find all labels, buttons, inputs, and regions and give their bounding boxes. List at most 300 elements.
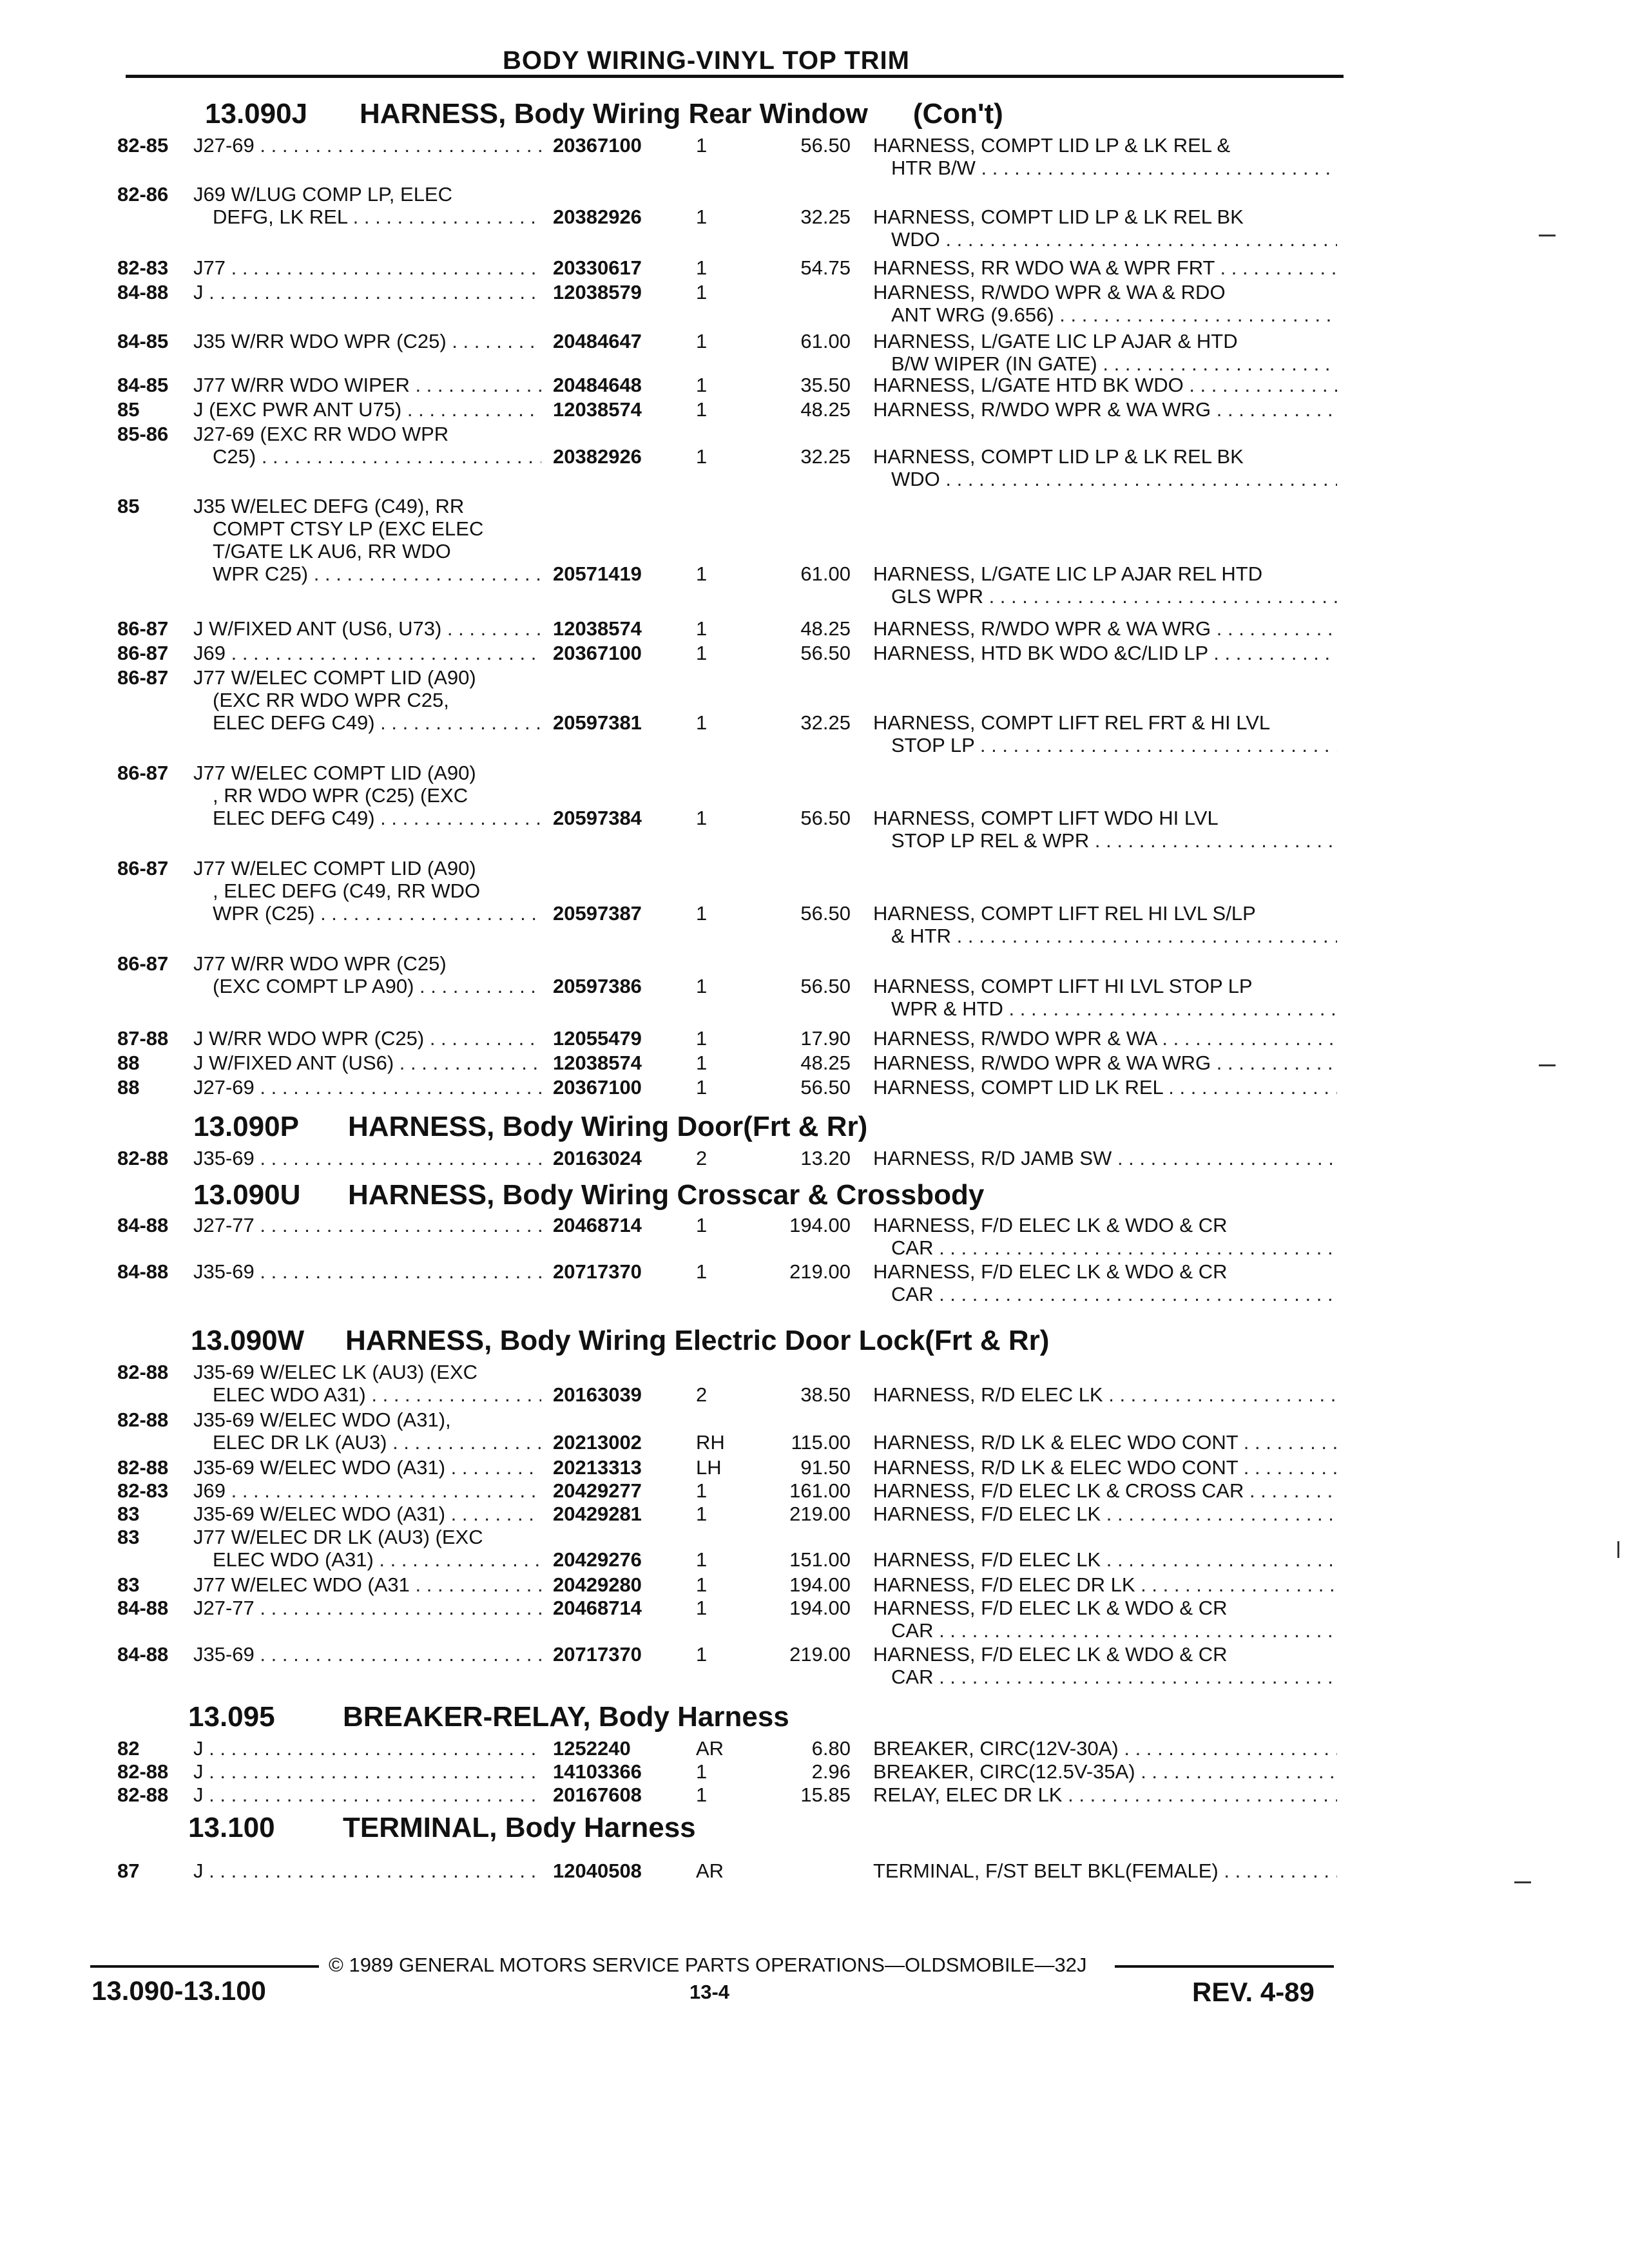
part-name-line: HARNESS, R/D LK & ELEC WDO CONT . . . <box>873 1456 1337 1479</box>
quantity: 1 <box>696 617 708 640</box>
part-name <box>873 1214 1337 1259</box>
list-price: 91.50 <box>800 1456 851 1479</box>
application-description <box>193 1456 541 1479</box>
description-line: J77 W/RR WDO WIPER . . . <box>193 374 541 396</box>
part-name <box>873 1147 1337 1169</box>
description-line: J77 W/ELEC DR LK (AU3) (EXC <box>193 1526 483 1548</box>
model-years: 87-88 <box>117 1027 169 1050</box>
quantity: 1 <box>696 445 708 468</box>
description-line: J77 W/ELEC COMPT LID (A90) <box>193 666 476 689</box>
application-description <box>193 666 541 734</box>
part-name <box>873 1503 1337 1525</box>
list-price: 2.96 <box>811 1760 851 1783</box>
part-name <box>873 134 1337 179</box>
model-years: 82-88 <box>117 1783 169 1806</box>
description-line: J (EXC PWR ANT U75) . . . <box>193 398 541 421</box>
model-years: 86-87 <box>117 666 169 689</box>
list-price: 161.00 <box>789 1479 851 1502</box>
description-line: J77 W/ELEC COMPT LID (A90) <box>193 762 476 784</box>
quantity: 1 <box>696 1027 708 1050</box>
model-years: 83 <box>117 1526 140 1548</box>
part-name-line: HARNESS, F/D ELEC LK . . . <box>873 1548 1337 1571</box>
description-line: J . . . <box>193 1783 541 1806</box>
part-number: 12038574 <box>553 398 642 421</box>
application-description <box>193 1052 541 1074</box>
list-price: 48.25 <box>800 398 851 421</box>
quantity: 1 <box>696 1573 708 1596</box>
description-line: (EXC COMPT LP A90) . . . <box>193 975 541 997</box>
application-description <box>193 1597 541 1619</box>
application-description <box>193 183 541 228</box>
model-years: 82-83 <box>117 256 169 279</box>
list-price: 194.00 <box>789 1573 851 1596</box>
application-description <box>193 281 541 303</box>
quantity: AR <box>696 1737 724 1760</box>
footer-page-number: 13-4 <box>689 1981 730 2003</box>
model-years: 82-85 <box>117 134 169 157</box>
part-name <box>873 711 1337 756</box>
description-line: J27-69 . . . <box>193 1076 541 1099</box>
application-description <box>193 374 541 396</box>
part-number: 20367100 <box>553 134 642 157</box>
part-name <box>873 1027 1337 1050</box>
application-description <box>193 423 541 468</box>
application-description <box>193 495 541 585</box>
part-name-line: WDO . . . <box>873 228 1337 251</box>
part-number: 14103366 <box>553 1760 642 1783</box>
quantity: 1 <box>696 1783 708 1806</box>
quantity: 1 <box>696 642 708 664</box>
part-name <box>873 1548 1337 1571</box>
part-name-line: HTR B/W . . . <box>873 157 1337 179</box>
description-line: J W/FIXED ANT (US6, U73) . . . <box>193 617 541 640</box>
margin-mark <box>1539 1064 1556 1066</box>
part-name <box>873 1260 1337 1305</box>
description-line: J35-69 . . . <box>193 1260 541 1283</box>
part-name-line: HARNESS, R/WDO WPR & WA & RDO <box>873 281 1226 303</box>
part-name-line: HARNESS, COMPT LIFT REL HI LVL S/LP <box>873 902 1256 925</box>
part-number: 12038574 <box>553 617 642 640</box>
application-description <box>193 1573 541 1596</box>
application-description <box>193 1361 541 1406</box>
part-name <box>873 445 1337 490</box>
part-name-line: HARNESS, F/D ELEC LK & WDO & CR <box>873 1643 1228 1666</box>
part-number: 20429281 <box>553 1503 642 1525</box>
part-number: 20484648 <box>553 374 642 396</box>
part-name-line: HARNESS, R/WDO WPR & WA WRG . . . <box>873 1052 1337 1074</box>
part-number: 20597386 <box>553 975 642 997</box>
model-years: 84-88 <box>117 1214 169 1236</box>
description-line: J35-69 W/ELEC WDO (A31) . . . <box>193 1503 541 1525</box>
part-name <box>873 256 1337 279</box>
part-name <box>873 1760 1337 1783</box>
application-description <box>193 642 541 664</box>
section-title: BREAKER-RELAY, Body Harness <box>343 1701 789 1733</box>
part-name-line: BREAKER, CIRC(12.5V-35A) . . . <box>873 1760 1337 1783</box>
quantity: 1 <box>696 1760 708 1783</box>
part-name-line: HARNESS, COMPT LID LP & LK REL BK <box>873 445 1244 468</box>
part-name <box>873 562 1337 608</box>
description-line: J77 W/ELEC WDO (A31 . . . <box>193 1573 541 1596</box>
model-years: 84-88 <box>117 281 169 303</box>
part-name <box>873 1597 1337 1642</box>
part-number: 20330617 <box>553 256 642 279</box>
quantity: 1 <box>696 807 708 829</box>
part-number: 20382926 <box>553 206 642 228</box>
description-line: WPR (C25) . . . <box>193 902 541 925</box>
model-years: 82-88 <box>117 1456 169 1479</box>
application-description <box>193 398 541 421</box>
model-years: 82 <box>117 1737 140 1760</box>
list-price: 17.90 <box>800 1027 851 1050</box>
application-description <box>193 256 541 279</box>
description-line: J69 . . . <box>193 642 541 664</box>
quantity: 1 <box>696 1260 708 1283</box>
part-number: 20367100 <box>553 642 642 664</box>
part-number: 20429276 <box>553 1548 642 1571</box>
section-title: HARNESS, Body Wiring Door(Frt & Rr) <box>348 1111 868 1142</box>
section-code: 13.090U <box>193 1179 301 1211</box>
part-number: 20468714 <box>553 1597 642 1619</box>
part-name-line: HARNESS, F/D ELEC LK & WDO & CR <box>873 1597 1228 1619</box>
part-name <box>873 642 1337 664</box>
part-number: 20597381 <box>553 711 642 734</box>
part-name-line: HARNESS, F/D ELEC LK . . . <box>873 1503 1337 1525</box>
part-name <box>873 902 1337 947</box>
quantity: 1 <box>696 398 708 421</box>
part-number: 20382926 <box>553 445 642 468</box>
part-number: 20167608 <box>553 1783 642 1806</box>
description-line: T/GATE LK AU6, RR WDO <box>213 540 451 562</box>
model-years: 88 <box>117 1076 140 1099</box>
description-line: C25) . . . <box>193 445 541 468</box>
model-years: 85-86 <box>117 423 169 445</box>
part-name-line: HARNESS, F/D ELEC LK & WDO & CR <box>873 1214 1228 1236</box>
application-description <box>193 1147 541 1169</box>
model-years: 87 <box>117 1860 140 1882</box>
list-price: 48.25 <box>800 617 851 640</box>
part-name-line: CAR . . . <box>873 1619 1337 1642</box>
model-years: 86-87 <box>117 762 169 784</box>
model-years: 85 <box>117 495 140 517</box>
part-name-line: HARNESS, R/D JAMB SW . . . <box>873 1147 1337 1169</box>
footer-revision: REV. 4-89 <box>1192 1977 1315 2007</box>
model-years: 84-85 <box>117 330 169 352</box>
application-description <box>193 1503 541 1525</box>
model-years: 84-88 <box>117 1643 169 1666</box>
description-line: DEFG, LK REL . . . <box>193 206 541 228</box>
description-line: WPR C25) . . . <box>193 562 541 585</box>
part-name-line: HARNESS, L/GATE LIC LP AJAR REL HTD <box>873 562 1263 585</box>
list-price: 38.50 <box>800 1383 851 1406</box>
part-name <box>873 1783 1337 1806</box>
section-header <box>193 1179 984 1211</box>
part-name <box>873 1383 1337 1406</box>
application-description <box>193 1860 541 1882</box>
part-number: 1252240 <box>553 1737 631 1760</box>
part-name <box>873 1737 1337 1760</box>
part-name-line: HARNESS, COMPT LID LP & LK REL BK <box>873 206 1244 228</box>
quantity: RH <box>696 1431 725 1454</box>
part-name-line: STOP LP . . . <box>873 734 1337 756</box>
part-number: 12038579 <box>553 281 642 303</box>
model-years: 82-88 <box>117 1408 169 1431</box>
description-line: J27-69 . . . <box>193 134 541 157</box>
section-header <box>188 1701 789 1733</box>
section-code: 13.090J <box>205 98 308 130</box>
model-years: 88 <box>117 1052 140 1074</box>
description-line: J69 . . . <box>193 1479 541 1502</box>
application-description <box>193 1408 541 1454</box>
quantity: 1 <box>696 975 708 997</box>
part-name-line: CAR . . . <box>873 1236 1337 1259</box>
description-line: J35-69 . . . <box>193 1147 541 1169</box>
footer-copyright: © 1989 GENERAL MOTORS SERVICE PARTS OPERATIONS—OLDSMOBILE—32J <box>329 1954 1087 1976</box>
description-line: J W/RR WDO WPR (C25) . . . <box>193 1027 541 1050</box>
part-number: 20367100 <box>553 1076 642 1099</box>
part-name-line: ANT WRG (9.656) . . . <box>873 303 1337 326</box>
part-name-line: RELAY, ELEC DR LK . . . <box>873 1783 1337 1806</box>
quantity: 2 <box>696 1147 708 1169</box>
section-header <box>193 1111 867 1143</box>
part-name <box>873 374 1337 396</box>
description-line: J77 . . . <box>193 256 541 279</box>
part-name-line: HARNESS, R/D ELEC LK . . . <box>873 1383 1337 1406</box>
part-name-line: HARNESS, COMPT LID LK REL . . . <box>873 1076 1337 1099</box>
description-line: ELEC WDO A31) . . . <box>193 1383 541 1406</box>
part-name-line: HARNESS, F/D ELEC LK & CROSS CAR . . . <box>873 1479 1337 1502</box>
list-price: 48.25 <box>800 1052 851 1074</box>
footer-section-range: 13.090-13.100 <box>92 1975 266 2006</box>
part-name-line: HARNESS, HTD BK WDO &C/LID LP . . . <box>873 642 1337 664</box>
quantity: 2 <box>696 1383 708 1406</box>
description-line: J . . . <box>193 1860 541 1882</box>
part-number: 20163024 <box>553 1147 642 1169</box>
application-description <box>193 1783 541 1806</box>
quantity: 1 <box>696 1643 708 1666</box>
list-price: 115.00 <box>791 1431 851 1454</box>
part-name <box>873 1076 1337 1099</box>
list-price: 194.00 <box>789 1597 851 1619</box>
application-description <box>193 1643 541 1666</box>
quantity: 1 <box>696 1597 708 1619</box>
description-line: J35-69 W/ELEC WDO (A31) . . . <box>193 1456 541 1479</box>
part-number: 20571419 <box>553 562 642 585</box>
quantity: 1 <box>696 374 708 396</box>
model-years: 86-87 <box>117 952 169 975</box>
part-name-line: HARNESS, COMPT LIFT WDO HI LVL <box>873 807 1219 829</box>
part-number: 12038574 <box>553 1052 642 1074</box>
description-line: J . . . <box>193 1760 541 1783</box>
part-name-line: CAR . . . <box>873 1666 1337 1688</box>
part-name-line: HARNESS, L/GATE LIC LP AJAR & HTD <box>873 330 1238 352</box>
description-line: J27-69 (EXC RR WDO WPR <box>193 423 449 445</box>
part-number: 20163039 <box>553 1383 642 1406</box>
model-years: 82-88 <box>117 1760 169 1783</box>
part-name-line: HARNESS, R/WDO WPR & WA . . . <box>873 1027 1337 1050</box>
application-description <box>193 134 541 157</box>
description-line: J77 W/ELEC COMPT LID (A90) <box>193 857 476 879</box>
part-number: 12055479 <box>553 1027 642 1050</box>
part-name-line: B/W WIPER (IN GATE) . . . <box>873 352 1337 375</box>
part-name-line: HARNESS, COMPT LIFT REL FRT & HI LVL <box>873 711 1271 734</box>
quantity: 1 <box>696 1076 708 1099</box>
list-price: 194.00 <box>789 1214 851 1236</box>
model-years: 82-83 <box>117 1479 169 1502</box>
quantity: 1 <box>696 711 708 734</box>
model-years: 84-85 <box>117 374 169 396</box>
part-number: 20597384 <box>553 807 642 829</box>
model-years: 82-86 <box>117 183 169 206</box>
application-description <box>193 1027 541 1050</box>
model-years: 85 <box>117 398 140 421</box>
part-number: 20597387 <box>553 902 642 925</box>
part-name-line: HARNESS, COMPT LID LP & LK REL & <box>873 134 1231 157</box>
model-years: 86-87 <box>117 642 169 664</box>
quantity: 1 <box>696 1548 708 1571</box>
description-line: , ELEC DEFG (C49, RR WDO <box>213 879 481 902</box>
part-name-line: HARNESS, COMPT LIFT HI LVL STOP LP <box>873 975 1253 997</box>
part-name <box>873 1479 1337 1502</box>
part-name-line: HARNESS, R/D LK & ELEC WDO CONT . . . <box>873 1431 1337 1454</box>
part-name-line: STOP LP REL & WPR . . . <box>873 829 1337 852</box>
part-name-line: CAR . . . <box>873 1283 1337 1305</box>
part-number: 20429280 <box>553 1573 642 1596</box>
section-code: 13.090P <box>193 1111 299 1142</box>
section-title: HARNESS, Body Wiring Electric Door Lock(Frt & Rr) <box>345 1325 1050 1356</box>
list-price: 56.50 <box>800 1076 851 1099</box>
part-name-line: WPR & HTD . . . <box>873 997 1337 1020</box>
part-number: 20717370 <box>553 1643 642 1666</box>
part-name-line: BREAKER, CIRC(12V-30A) . . . <box>873 1737 1337 1760</box>
list-price: 56.50 <box>800 134 851 157</box>
application-description <box>193 1760 541 1783</box>
quantity: LH <box>696 1456 722 1479</box>
description-line: J35 W/ELEC DEFG (C49), RR <box>193 495 465 517</box>
section-code: 13.095 <box>188 1701 275 1733</box>
description-line: J W/FIXED ANT (US6) . . . <box>193 1052 541 1074</box>
part-name-line: HARNESS, R/WDO WPR & WA WRG . . . <box>873 398 1337 421</box>
part-number: 20484647 <box>553 330 642 352</box>
quantity: 1 <box>696 281 708 303</box>
list-price: 151.00 <box>789 1548 851 1571</box>
part-name <box>873 330 1337 375</box>
description-line: ELEC DR LK (AU3) . . . <box>193 1431 541 1454</box>
model-years: 82-88 <box>117 1147 169 1169</box>
part-name <box>873 206 1337 251</box>
quantity: 1 <box>696 134 708 157</box>
quantity: 1 <box>696 1503 708 1525</box>
quantity: 1 <box>696 206 708 228</box>
list-price: 61.00 <box>800 562 851 585</box>
part-name-line: & HTR . . . <box>873 925 1337 947</box>
part-name-line: HARNESS, R/WDO WPR & WA WRG . . . <box>873 617 1337 640</box>
part-name <box>873 975 1337 1020</box>
list-price: 56.50 <box>800 807 851 829</box>
description-line: J . . . <box>193 1737 541 1760</box>
description-line: J27-77 . . . <box>193 1597 541 1619</box>
description-line: , RR WDO WPR (C25) (EXC <box>213 784 468 807</box>
part-number: 20468714 <box>553 1214 642 1236</box>
list-price: 56.50 <box>800 642 851 664</box>
model-years: 83 <box>117 1503 140 1525</box>
margin-mark <box>1617 1541 1619 1558</box>
application-description <box>193 1076 541 1099</box>
quantity: 1 <box>696 330 708 352</box>
quantity: 1 <box>696 902 708 925</box>
part-name-line: TERMINAL, F/ST BELT BKL(FEMALE) . . . <box>873 1860 1337 1882</box>
model-years: 83 <box>117 1573 140 1596</box>
list-price: 6.80 <box>811 1737 851 1760</box>
section-code: 13.090W <box>191 1325 305 1356</box>
part-name-line: WDO . . . <box>873 468 1337 490</box>
part-name <box>873 281 1337 326</box>
model-years: 82-88 <box>117 1361 169 1383</box>
section-code: 13.100 <box>188 1812 275 1843</box>
part-number: 20213313 <box>553 1456 642 1479</box>
list-price: 32.25 <box>800 445 851 468</box>
model-years: 84-88 <box>117 1260 169 1283</box>
description-line: ELEC WDO (A31) . . . <box>193 1548 541 1571</box>
list-price: 56.50 <box>800 975 851 997</box>
model-years: 84-88 <box>117 1597 169 1619</box>
description-line: J27-77 . . . <box>193 1214 541 1236</box>
description-line: COMPT CTSY LP (EXC ELEC <box>213 517 484 540</box>
part-name <box>873 1643 1337 1688</box>
part-number: 20717370 <box>553 1260 642 1283</box>
list-price: 219.00 <box>789 1260 851 1283</box>
part-number: 12040508 <box>553 1860 642 1882</box>
list-price: 13.20 <box>800 1147 851 1169</box>
description-line: J35 W/RR WDO WPR (C25) . . . <box>193 330 541 352</box>
application-description <box>193 330 541 352</box>
list-price: 32.25 <box>800 206 851 228</box>
part-name <box>873 1573 1337 1596</box>
description-line: ELEC DEFG C49) . . . <box>193 807 541 829</box>
quantity: 1 <box>696 562 708 585</box>
part-name <box>873 1431 1337 1454</box>
model-years: 86-87 <box>117 617 169 640</box>
section-note: (Con't) <box>912 98 1003 130</box>
application-description <box>193 617 541 640</box>
section-title: HARNESS, Body Wiring Rear Window <box>360 98 868 130</box>
part-name <box>873 807 1337 852</box>
description-line: (EXC RR WDO WPR C25, <box>213 689 449 711</box>
part-name <box>873 617 1337 640</box>
description-line: J35-69 W/ELEC WDO (A31), <box>193 1408 451 1431</box>
quantity: 1 <box>696 1214 708 1236</box>
footer-rule-right <box>1115 1965 1334 1968</box>
list-price: 54.75 <box>800 256 851 279</box>
description-line: J35-69 W/ELEC LK (AU3) (EXC <box>193 1361 478 1383</box>
part-name-line: HARNESS, RR WDO WA & WPR FRT . . . <box>873 256 1337 279</box>
list-price: 219.00 <box>789 1503 851 1525</box>
application-description <box>193 952 541 997</box>
part-name <box>873 1052 1337 1074</box>
part-name <box>873 1456 1337 1479</box>
list-price: 56.50 <box>800 902 851 925</box>
application-description <box>193 1737 541 1760</box>
margin-mark <box>1514 1881 1531 1883</box>
list-price: 15.85 <box>800 1783 851 1806</box>
section-header <box>191 1325 1049 1357</box>
list-price: 219.00 <box>789 1643 851 1666</box>
application-description <box>193 1526 541 1571</box>
section-header <box>188 1812 696 1844</box>
list-price: 35.50 <box>800 374 851 396</box>
page-title: BODY WIRING-VINYL TOP TRIM <box>503 46 910 75</box>
quantity: AR <box>696 1860 724 1882</box>
